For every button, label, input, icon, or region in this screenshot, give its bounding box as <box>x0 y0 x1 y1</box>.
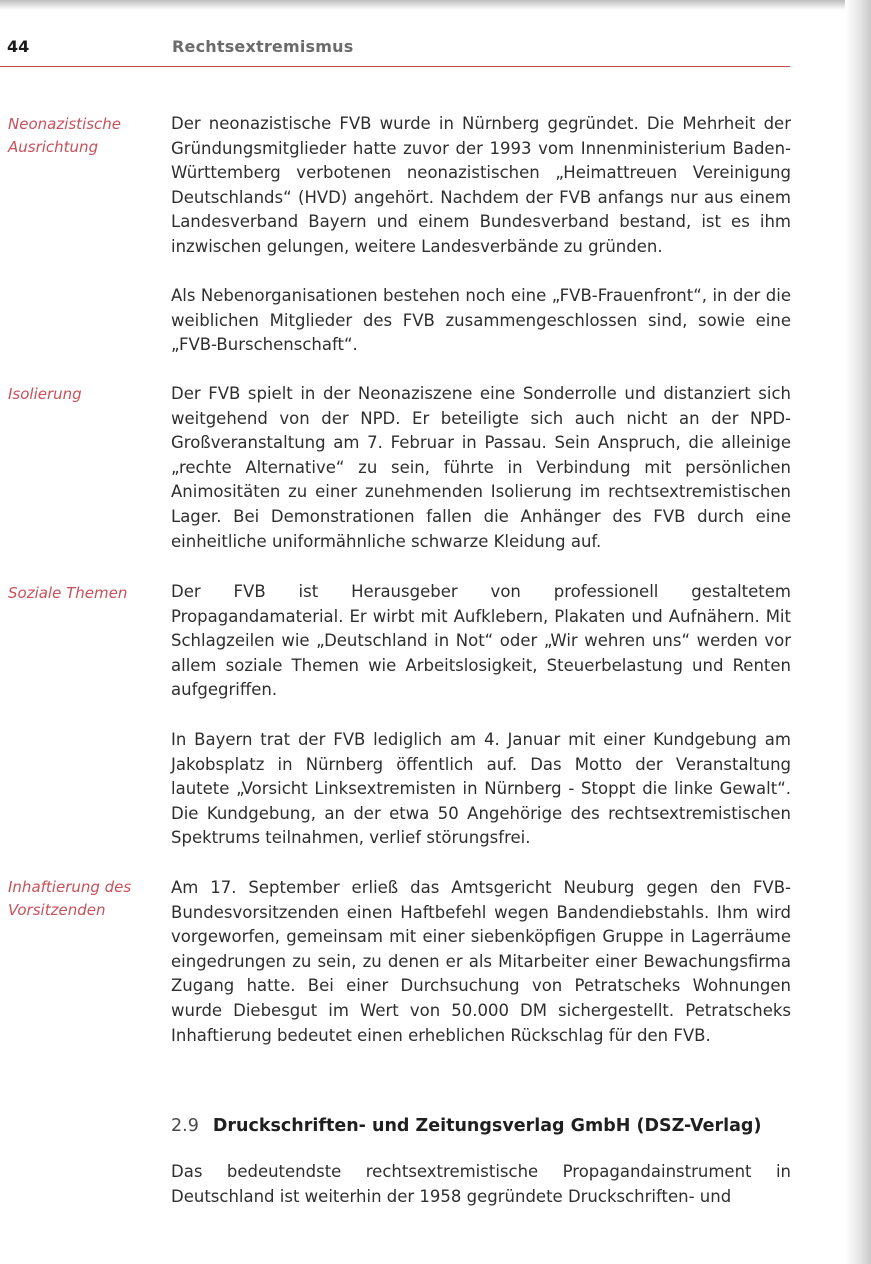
paragraph-soziale-themen: Der FVB ist Herausgeber von professionell gestaltetem Propagandamaterial. Er wirbt mit Aufklebern, Plakaten und Aufnähern. Mit Schlagzeilen wie „Deutschland in Not“ oder „Wir wehren uns“ werden vor allem soziale Themen wie Arbeitslosigkeit, Steuerbelastung und Renten aufgegriffen. <box>171 582 791 700</box>
paragraph-dsz-verlag: Das bedeutendste rechtsextremistische Propagandainstrument in Deutschland ist weiterhin der 1958 gegründete Druckschriften- und <box>171 1162 791 1206</box>
page-edge-shadow <box>845 0 871 1264</box>
paragraph-nebenorganisationen: Als Nebenorganisationen bestehen noch eine „FVB-Frauenfront“, in der die weiblichen Mitglieder des FVB zusammengeschlossen sind, sowie eine „FVB-Burschenschaft“. <box>171 286 791 355</box>
paragraph-isolierung: Der FVB spielt in der Neonaziszene eine Sonderrolle und distanziert sich weitgehend von der NPD. Er beteiligte sich auch nicht an der NPD-Großveranstaltung am 7. Februar in Passau. Sein Anspruch, die alleinige „rechte Alternative“ zu sein, führte in Verbindung mit persönlichen Animositäten zu einer zunehmenden Isolierung im rechtsextremistischen Lager. Bei Demonstrationen fallen die Anhänger des FVB durch eine einheitliche uniformähnliche schwarze Kleidung auf. <box>171 384 791 551</box>
margin-note-inhaftierung: Inhaftierung des Vorsitzenden <box>8 878 132 919</box>
page-top-shadow <box>0 0 871 10</box>
paragraph-gruendung: Der neonazistische FVB wurde in Nürnberg gegründet. Die Mehrheit der Gründungsmitglieder hatte zuvor der 1993 vom Innenministerium Baden-Württemberg verbotenen neonazistischen „Heimattreuen Vereinigung Deutschlands“ (HVD) angehört. Nachdem der FVB anfangs nur aus einem Landesverband Bayern und einem Bundesverband bestand, ist es ihm inzwischen gelungen, weitere Landesverbände zu gründen. <box>171 114 791 256</box>
header-rule <box>0 66 790 67</box>
margin-note-soziale-themen: Soziale Themen <box>8 584 128 602</box>
section-heading <box>171 1116 811 1136</box>
running-head: Rechtsextremismus <box>172 37 354 56</box>
page-number: 44 <box>7 37 30 56</box>
paragraph-kundgebung: In Bayern trat der FVB lediglich am 4. Januar mit einer Kundgebung am Jakobsplatz in Nürnberg öffentlich auf. Das Motto der Veranstaltung lautete „Vorsicht Linksextremisten in Nürnberg - Stoppt die linke Gewalt“. Die Kundgebung, an der etwa 50 Angehörige des rechtsextremistischen Spektrums teilnahmen, verlief störungsfrei. <box>171 730 791 848</box>
margin-note-isolierung: Isolierung <box>8 385 82 403</box>
section-number: 2.9 <box>171 1116 199 1136</box>
margin-note-ausrichtung: Neonazistische Ausrichtung <box>8 115 122 156</box>
paragraph-inhaftierung: Am 17. September erließ das Amtsgericht Neuburg gegen den FVB-Bundesvorsitzenden einen Haftbefehl wegen Bandendiebstahls. Ihm wird vorgeworfen, gemeinsam mit einer siebenköpfigen Gruppe in Lagerräume eingedrungen zu sein, zu denen er als Mitarbeiter einer Bewachungsfirma Zugang hatte. Bei einer Durchsuchung von Petratscheks Wohnungen wurde Diebesgut im Wert von 50.000 DM sichergestellt. Petratscheks Inhaftierung bedeutet einen erheblichen Rückschlag für den FVB. <box>171 878 791 1045</box>
section-title: Druckschriften- und Zeitungsverlag GmbH (DSZ-Verlag) <box>212 1116 762 1136</box>
